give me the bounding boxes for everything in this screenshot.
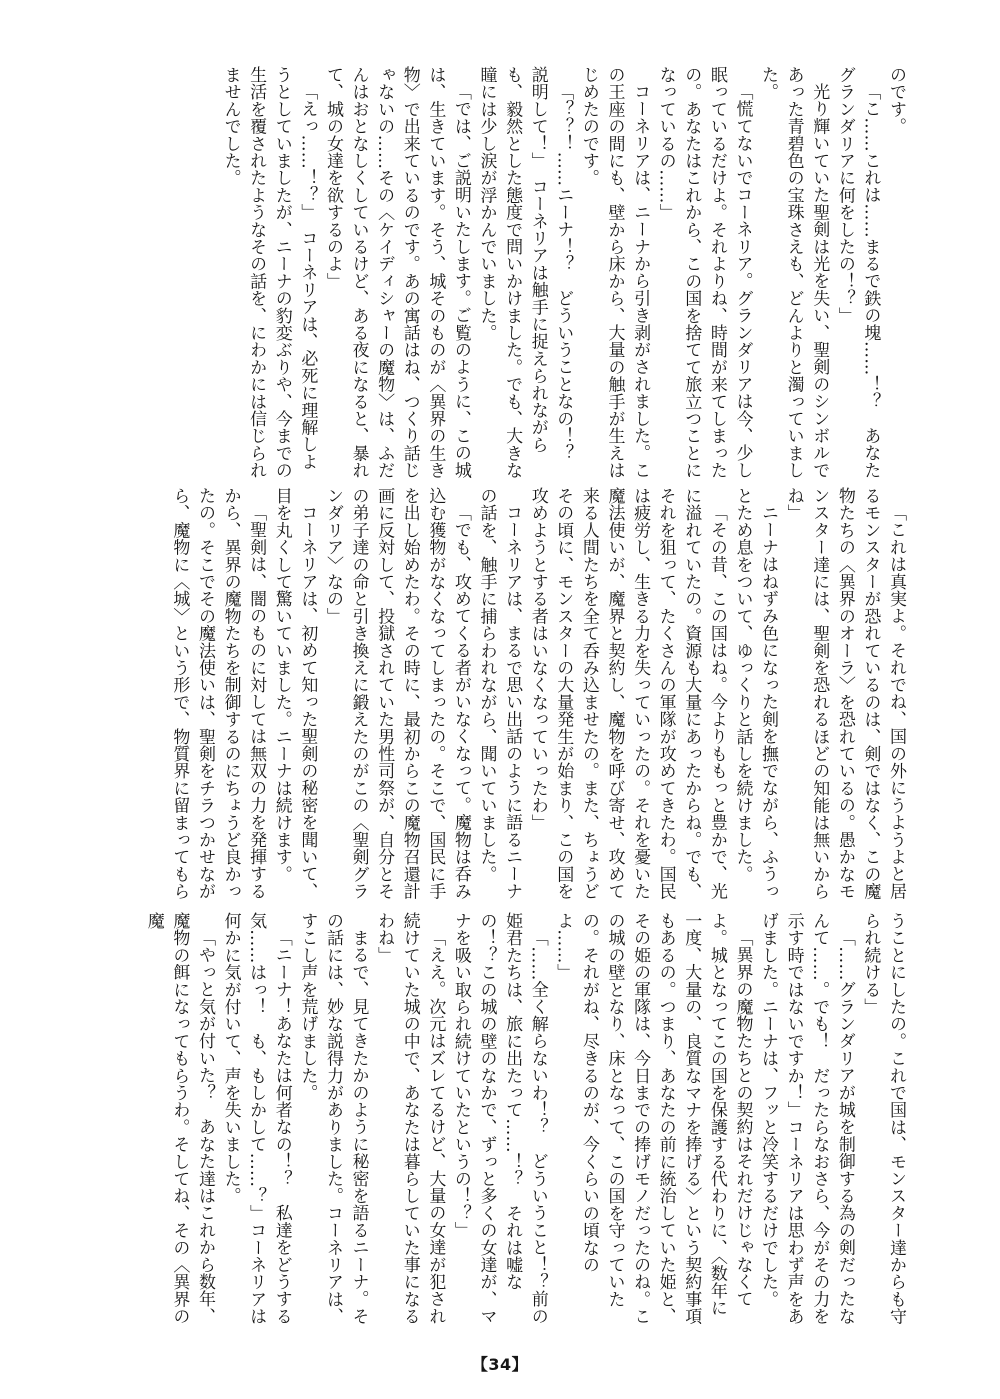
paragraph: 「異界の魔物たちとの契約はそれだけじゃなくてよ。城となってこの国を保護する代わりに、〈数年に一度、大量の、良質なマナを捧げる〉という契約事項もあるの。つまり、あなたの前に統治していた姫と、その姫の軍隊は、今日までの捧げモノだったのね。この城の壁となり、床となって、この国を守っていたの。それがね、尽きるのが、今くらいの頃なのよ……」 — [553, 912, 753, 1325]
paragraph: コーネリアは、まるで思い出話のように語るニーナの話を、触手に捕らわれながら、聞いていました。 — [476, 487, 523, 900]
paragraph: 「慌てないでコーネリア。グランダリアは今、少し眠っているだけよ。それよりね、時間が来てしまったの。あなたはこれから、この国を捨てて旅立つことになっているの……」 — [655, 66, 753, 479]
text-tier-middle — [118, 487, 908, 907]
paragraph: 「？？！……ニーナ！？ どういうことなの！？ 説明して！」 コーネリアは触手に捉えられながらも、毅然とした態度で問いかけました。でも、大きな瞳には少し涙が浮かんでいました。 — [476, 66, 574, 479]
paragraph: のです。 — [886, 66, 906, 135]
paragraph: 「ええ。次元はズレてるけど、大量の女達が犯され続けていた城の中で、あなたは暮らしていた事になるわね」 — [374, 912, 446, 1325]
paragraph: 「でも、攻めてくる者がいなくなって。魔物は呑み込む獲物がなくなってしまったの。そこで、国民に手を出し始めたわ。その時に、最初からこの魔物召還計画に反対して、投獄されていた男性司祭が、自分とその弟子達の命と引き換えに鍛えたのがこの〈聖剣グランダリア〉なの」 — [322, 487, 471, 900]
text-tier-top — [118, 66, 908, 486]
paragraph: まるで、見てきたかのように秘密を語るニーナ。その話には、妙な説得力がありました。コーネリアは、すこし声を荒げました。 — [297, 912, 369, 1325]
paragraph: 「こ……これは……まるで鉄の塊……！？ あなたグランダリアに何をしたの！？」 — [834, 66, 881, 479]
paragraph: コーネリアは、ニーナから引き剥がされました。この王座の間にも、壁から床から、大量の触手が生えはじめたのです。 — [578, 66, 651, 479]
paragraph: 「……全く解らないわ！？ どういうこと！？前の姫君たちは、旅に出たって……！？ それは嘘なの！？この城の壁のなかで、ずっと多くの女達が、マナを吸い取られ続けていたというの！？」 — [450, 912, 548, 1325]
paragraph: 「では、ご説明いたします。ご覧のように、この城は、生きています。そう、城そのものが〈異界の生き物〉で出来ているのです。あの寓話はね、つくり話じゃないの……その〈ケイディシャーの魔物〉は、ふだんはおとなしくしているけど、ある夜になると、暴れて、城の女達を欲するのよ」 — [322, 66, 471, 479]
paragraph: 光り輝いていた聖剣は光を失い、聖剣のシンボルであった青碧色の宝珠さえも、どんよりと濁っていました。 — [758, 66, 830, 479]
paragraph: 「その昔、この国はね。今よりももっと豊かで、光に溢れていたの。資源も大量にあったからね。でも、それを狙って、たくさんの軍隊が攻めてきたわ。国民は疲労し、生きる力を失っていったの。それを憂いた魔法使いが、魔界と契約し、魔物を呼び寄せ、攻めて来る人間たちを全て呑み込ませたの。また、ちょうどその頃に、モンスターの大量発生が始まり、この国を攻めようとする者はいなくなっていったわ」 — [527, 487, 727, 900]
paragraph: 「聖剣は、闇のものに対しては無双の力を発揮するから、異界の魔物たちを制御するのにちょうど良かったの。そこでその魔法使いは、聖剣をチラつかせながら、魔物に〈城〉という形で、物質界に留まってもら — [169, 487, 267, 900]
paragraph: 「これは真実よ。それでね、国の外にうようよと居るモンスターが恐れているのは、剣ではなく、この魔物たちの〈異界のオーラ〉を恐れているの。愚かなモンスター達には、聖剣を恐れるほどの知能は無いからね」 — [783, 487, 906, 900]
paragraph: 「……グランダリアが城を制御する為の剣だったなんて……。でも！ だったらなおさら、今がその力を示す時ではないですか！」コーネリアは思わず声をあげました。ニーナは、フッと冷笑するだけでした。 — [758, 912, 855, 1325]
text-tier-bottom — [118, 912, 908, 1332]
paragraph: コーネリアは、初めて知った聖剣の秘密を聞いて、目を丸くして驚いていました。ニーナは続けます。 — [271, 487, 318, 900]
paragraph: ニーナはねずみ色になった剣を撫でながら、ふうっとため息をついて、ゆっくりと話しを続けました。 — [732, 487, 779, 900]
paragraph: 「えっ……！？」 コーネリアは、必死に理解しようとしていましたが、ニーナの豹変ぶりや、今までの生活を覆されたようなその話を、にわかには信じられませんでした。 — [220, 66, 318, 479]
paragraph: 「やっと気が付いた？ あなた達はこれから数年、魔物の餌になってもらうわ。そしてね、その〈異界の魔 — [143, 912, 215, 1325]
paragraph: うことにしたの。これで国は、モンスター達からも守られ続ける」 — [860, 912, 906, 1325]
paragraph: 「ニーナ！あなたは何者なの！？ 私達をどうする気……はっ！ も、もしかして……？」コーネリアは何かに気が付いて、声を失いました。 — [220, 912, 292, 1325]
page-number: 【34】 — [471, 1355, 529, 1374]
